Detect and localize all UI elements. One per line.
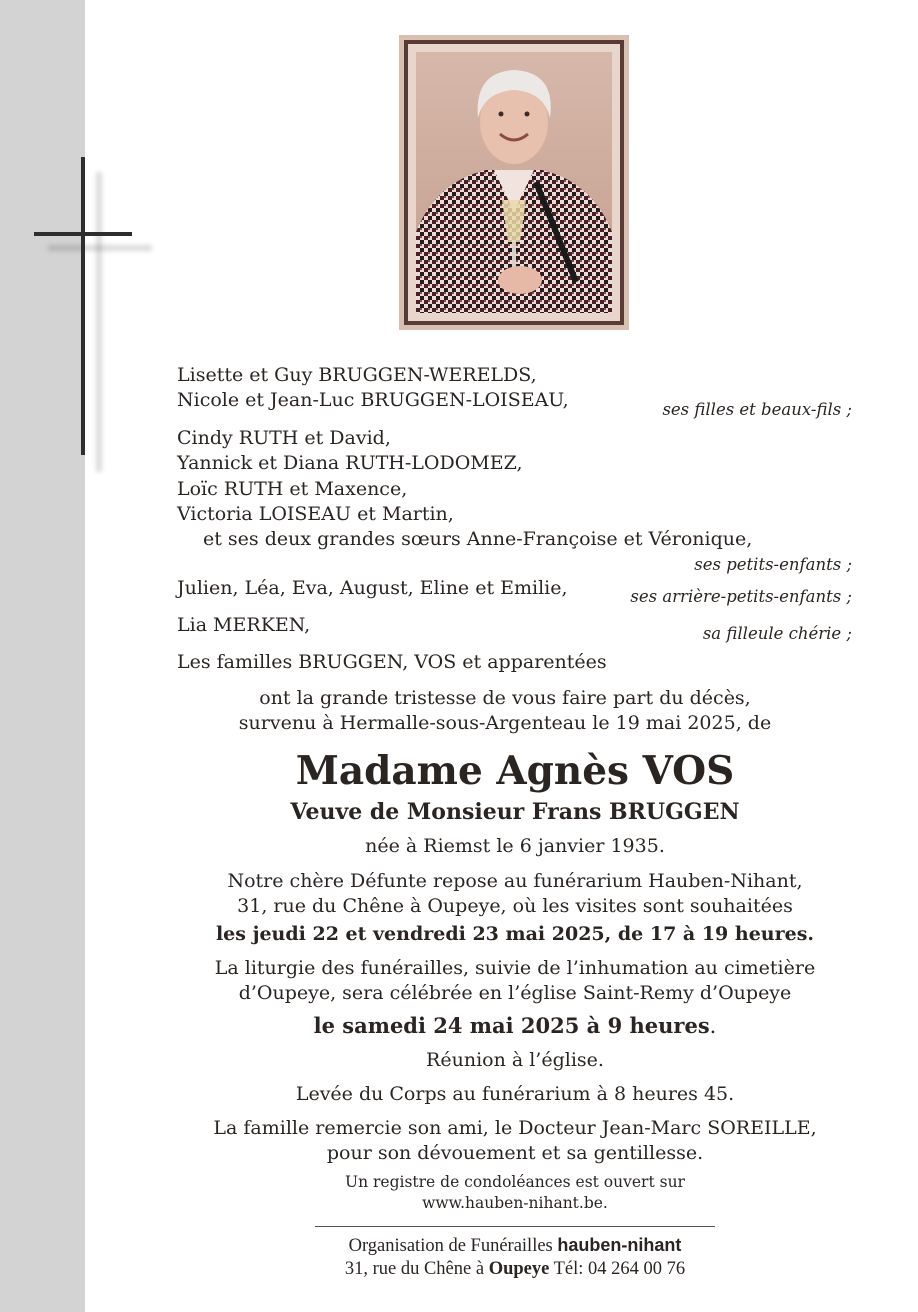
announcement-line: survenu à Hermalle-sous-Argenteau le 19 mai 2025, de xyxy=(238,712,772,734)
family-line: Victoria LOISEAU et Martin, xyxy=(177,503,454,525)
family-role: ses filles et beaux-fils ; xyxy=(662,400,852,419)
family-line: Nicole et Jean-Luc BRUGGEN-LOISEAU, xyxy=(177,389,569,411)
footer-phone: Tél: 04 264 00 76 xyxy=(549,1259,686,1279)
departure-info: Levée du Corps au funérarium à 8 heures 45. xyxy=(295,1083,735,1105)
family-line: Lisette et Guy BRUGGEN-WERELDS, xyxy=(177,364,537,386)
meeting-info: Réunion à l’église. xyxy=(426,1049,604,1071)
footer-address-prefix: 31, rue du Chêne à xyxy=(344,1259,489,1279)
family-line: et ses deux grandes sœurs Anne-Françoise et Véronique, xyxy=(203,528,753,550)
family-line: Cindy RUTH et David, xyxy=(177,427,391,449)
liturgy-date-end: . xyxy=(709,1014,717,1038)
footer-address xyxy=(85,1257,918,1281)
portrait-frame xyxy=(399,35,629,330)
thanks-line: La famille remercie son ami, le Docteur Jean-Marc SOREILLE, xyxy=(213,1117,817,1139)
footer-divider xyxy=(315,1226,715,1227)
footer-org-prefix: Organisation de Funérailles xyxy=(348,1236,558,1256)
visits-line: 31, rue du Chêne à Oupeye, où les visites sont souhaitées xyxy=(237,895,793,917)
portrait-photo xyxy=(416,52,612,313)
footer-town: Oupeye xyxy=(488,1259,550,1279)
register-line: Un registre de condoléances est ouvert sur xyxy=(345,1173,685,1191)
brand-logo: hauben-nihant xyxy=(557,1235,682,1255)
family-role: sa filleule chérie ; xyxy=(702,624,852,643)
footer-organisation xyxy=(85,1233,918,1258)
family-line: Yannick et Diana RUTH-LODOMEZ, xyxy=(177,452,523,474)
register-link[interactable]: www.hauben-nihant.be. xyxy=(422,1194,608,1212)
family-line: Lia MERKEN, xyxy=(177,614,311,636)
cross-icon xyxy=(0,0,160,480)
visits-line: Notre chère Défunte repose au funérarium Hauben-Nihant, xyxy=(227,870,803,892)
family-line: Loïc RUTH et Maxence, xyxy=(177,478,408,500)
deceased-name: Madame Agnès VOS xyxy=(295,748,735,794)
liturgy-date-row xyxy=(85,1013,918,1039)
family-line: Julien, Léa, Eva, August, Eline et Emilie, xyxy=(177,577,568,599)
birth-info: née à Riemst le 6 janvier 1935. xyxy=(365,835,665,857)
family-line: Les familles BRUGGEN, VOS et apparentées xyxy=(177,651,607,673)
liturgy-date: le samedi 24 mai 2025 à 9 heures xyxy=(313,1013,710,1038)
announcement-line: ont la grande tristesse de vous faire part du décès, xyxy=(259,687,751,709)
family-role: ses petits-enfants ; xyxy=(694,555,852,574)
thanks-line: pour son dévouement et sa gentillesse. xyxy=(326,1142,704,1164)
widow-of: Veuve de Monsieur Frans BRUGGEN xyxy=(290,799,740,825)
visits-dates: les jeudi 22 et vendredi 23 mai 2025, de 17 à 19 heures. xyxy=(215,923,815,945)
family-role: ses arrière-petits-enfants ; xyxy=(630,587,852,606)
liturgy-line: La liturgie des funérailles, suivie de l’inhumation au cimetière xyxy=(214,957,816,979)
liturgy-line: d’Oupeye, sera célébrée en l’église Saint-Remy d’Oupeye xyxy=(238,982,792,1004)
